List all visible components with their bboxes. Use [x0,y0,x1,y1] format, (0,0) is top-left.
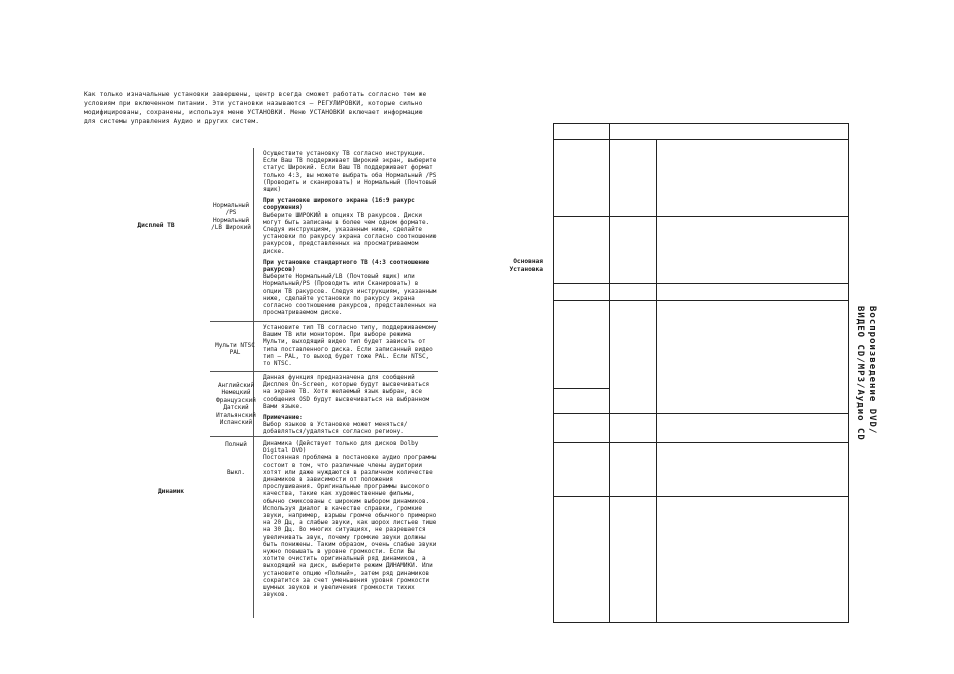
wide-screen-heading: При установке широкого экрана (16:9 ракурс сооружения) [263,197,415,212]
column-divider [609,124,610,622]
side-title-formats: ВИДЕО CD/MP3/Аудио CD [855,306,865,441]
tv-type-description [263,324,439,367]
osd-language-description [263,374,439,436]
table-row-line [554,442,848,443]
tv-display-options: Нормальный /PS Нормальный /LB Широкий [211,202,251,232]
tv-type-options: Мульти NTSC PAL [215,342,255,357]
standard-tv-heading: При установке стандартного ТВ (4:3 соотношение ракурсов) [263,258,430,274]
osd-language-options: Английский Немецкий Французский Датский Итальянский Испанский [216,382,256,427]
side-title-playback: Воспроизведение DVD/ [867,306,877,435]
osd-note-title: Примечание: [263,414,303,422]
intro-text [84,90,434,126]
dynamics-option-full: Полный [225,441,247,448]
osd-note-text: Выбор языков в Установке может меняться/добавляться/удаляться согласно региону. [263,421,408,436]
osd-language-text: Данная функция предназначена для сообщений Дисплея On-Screen, которые будут высвечиваться на экране ТВ. Хотя желаемый язык выбран, все сообщения OSD будут высвечиваться на выбранном Вами языке. [263,374,430,410]
table-row-line [554,216,848,217]
tv-display-text: Осуществите установку ТВ согласно инструкции. Если Ваш ТВ поддерживает Широкий экран, выберите статус Широкий. Если Ваш ТВ поддерживает формат только 4:3, вы можете выбрать оба Нормальный /PS (Проводить и сканировать) и Нормальный (Почтовый ящик) [263,150,437,194]
row-divider [210,371,438,372]
dynamics-label: Динамик [157,488,185,495]
column-divider [656,140,657,622]
table-row-line [554,139,848,140]
tv-type-text: Установите тип ТВ согласно типу, поддерживаемому Вашим ТВ или монитором. При выборе режима Мульти, выходящий видео тип будет зависеть от типа поставленного диска. Если записанный видео тип – PAL, то выход будет тоже PAL. Если NTSC, то NTSC. [263,324,437,368]
tv-display-description [263,150,439,316]
row-divider [210,436,438,437]
intro-paragraph: Как только изначальные установки завершены, центр всегда сможет работать согласно тем же условиям при включенном питании. Эти установки называются – РЕГУЛИРОВКИ, которые сильно модифицированы, сохранены, используя меню УСТАНОВКИ. Меню УСТАНОВКИ включает информацию для системы управления Аудио и других систем. [84,91,427,125]
table-row-line [554,496,848,497]
dynamics-option-off: Выкл. [226,469,246,476]
main-setup-label: Основная Установка [509,258,543,273]
dynamics-title-text: Динамика (Действует только для дисков Dolby Digital DVD) [263,440,419,455]
table-row-line [554,413,848,414]
tv-display-label: Дисплей ТВ [137,222,175,229]
dynamics-description [263,440,439,598]
wide-screen-text: Выберите ШИРОКИЙ в опциях ТВ ракурсов. Диски могут быть записаны в более чем одном формате. Следуя инструкциям, указанным ниже, сделайте установки по ракурсу экрана согласно соотношению ракурсов, представленных на просматриваемом диске. [263,211,437,255]
dynamics-body-text: Постоянная проблема в постановке аудио программы состоит в том, что различные члены аудитории хотят или даже нуждаются в различном количестве динамиков в зависимости от положения прослушивания. Оригинальные программы высокого качества, такие как художественные фильмы, обычно смиксованы с широким выбором динамиков. Используя диалог в качестве справки, громкие звуки, например, взрывы громче обычного примерно на 20 Дц, а слабые звуки, как шорох листьев тише на 30 Дц. Во многих ситуациях, не разрешается увеличивать звук, почему громкие звуки должны быть понижены. Таким образом, очень слабые звуки нужно повышать в уровне громкости. Если Вы хотите очистить оригинальный ряд динамиков, а выходящий на диск, выберите режим ДИНАМИКИ. Или установите опцию «Полный», затем ряд динамиков сократится за счет уменьшения уровня громкости шумных звуков и увеличения громкости тихих звуков. [263,454,437,599]
table-row-line [554,388,609,389]
table-row-line [554,300,848,301]
table-row-line [554,283,848,284]
row-divider [210,321,438,322]
standard-tv-text: Выберите Нормальный/LB (Почтовый ящик) или Нормальный/PS (Проводить или Сканировать) в опции ТВ ракурсов. Следуя инструкциям, указанным ниже, сделайте установки по ракурсу экрана согласно соотношению ракурсов, представленных на просматриваемом диске. [263,273,437,317]
settings-table-grid [553,123,849,623]
